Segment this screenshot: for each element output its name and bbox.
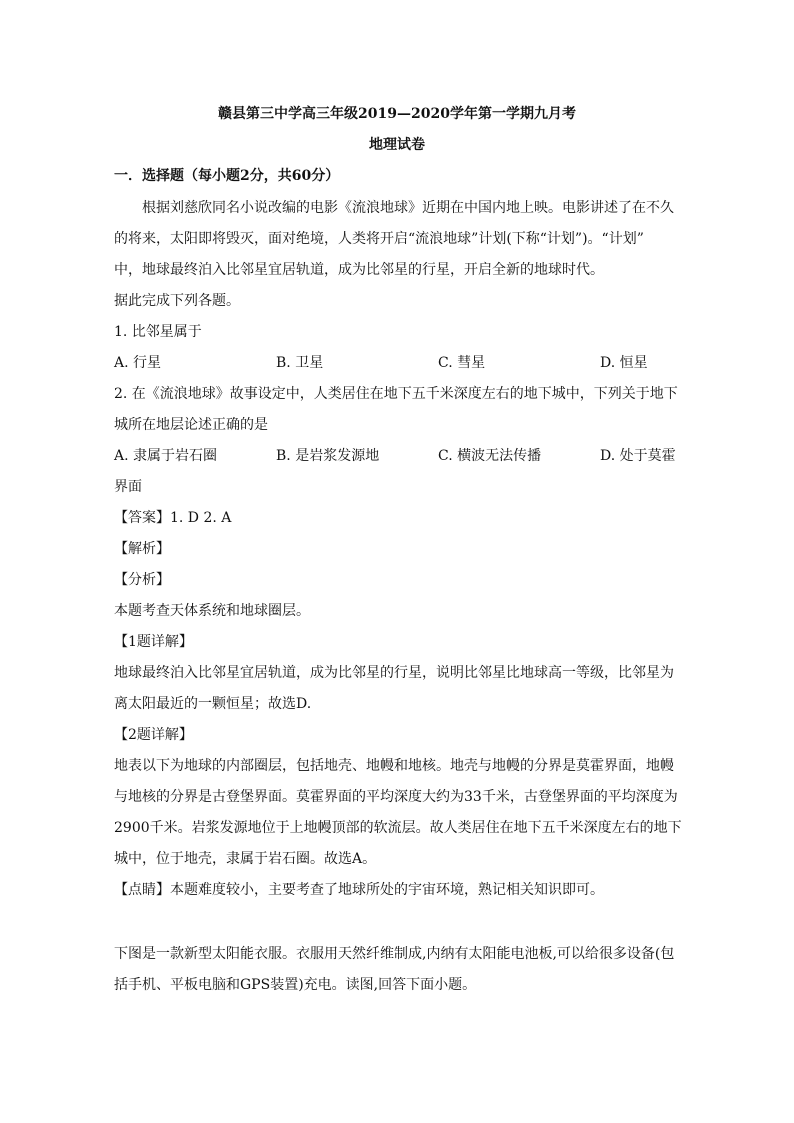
q2-option-d-cont: 界面 [114,479,142,495]
q1-detail-line: 离太阳最近的一颗恒星；故选D. [114,696,312,712]
q2-detail-line: 城中，位于地壳，隶属于岩石圈。故选A。 [114,851,377,867]
question-2-stem-cont: 城所在地层论述正确的是 [114,417,268,433]
instruction: 据此完成下列各题。 [114,293,240,309]
q1-option-c: C. 彗星 [438,355,486,371]
q1-option-d: D. 恒星 [600,355,648,371]
q2-option-d: D. 处于莫霍 [600,448,676,464]
q2-option-b: B. 是岩浆发源地 [276,448,380,464]
q1-option-a: A. 行星 [114,355,162,371]
question-2-stem: 2. 在《流浪地球》故事设定中，人类居住在地下五千米深度左右的地下城中，下列关于地下 [114,386,678,402]
passage-line: 的将来，太阳即将毁灭，面对绝境，人类将开启“流浪地球”计划(下称“计划”)。“计划” [114,231,644,247]
key-point: 【点睛】本题难度较小，主要考查了地球所处的宇宙环境，熟记相关知识即可。 [114,882,604,898]
question-1-stem: 1. 比邻星属于 [114,324,202,340]
q2-detail-line: 2900千米。岩浆发源地位于上地幔顶部的软流层。故人类居住在地下五千米深度左右的地下 [114,820,682,836]
q2-detail-heading: 【2题详解】 [114,727,193,743]
passage-line: 根据刘慈欣同名小说改编的电影《流浪地球》近期在中国内地上映。电影讲述了在不久 [142,200,674,216]
q2-option-c: C. 横波无法传播 [438,448,542,464]
analysis-label: 【解析】 [114,541,170,557]
passage-line: 中，地球最终泊入比邻星宜居轨道，成为比邻星的行星，开启全新的地球时代。 [114,262,604,278]
section2-intro-line: 下图是一款新型太阳能衣服。衣服用天然纤维制成,内纳有太阳能电池板,可以给很多设备(包 [114,946,675,962]
section2-intro-line: 括手机、平板电脑和GPS装置)充电。读图,回答下面小题。 [114,977,477,993]
exam-title: 赣县第三中学高三年级2019—2020学年第一学期九月考 [218,106,576,122]
exam-subject: 地理试卷 [369,137,425,153]
q2-detail-line: 地表以下为地球的内部圈层，包括地壳、地幔和地核。地壳与地幔的分界是莫霍界面，地幔 [114,758,674,774]
section-heading: 一．选择题（每小题2分，共60分） [114,168,340,184]
breakdown-label: 【分析】 [114,572,170,588]
q2-option-a: A. 隶属于岩石圈 [114,448,218,464]
q1-detail-line: 地球最终泊入比邻星宜居轨道，成为比邻星的行星，说明比邻星比地球高一等级，比邻星为 [114,665,674,681]
answer: 【答案】1. D 2. A [114,510,232,526]
q2-detail-line: 与地核的分界是古登堡界面。莫霍界面的平均深度大约为33千米，古登堡界面的平均深度为 [114,789,678,805]
breakdown-text: 本题考查天体系统和地球圈层。 [114,603,310,619]
q1-option-b: B. 卫星 [276,355,324,371]
q1-detail-heading: 【1题详解】 [114,634,193,650]
